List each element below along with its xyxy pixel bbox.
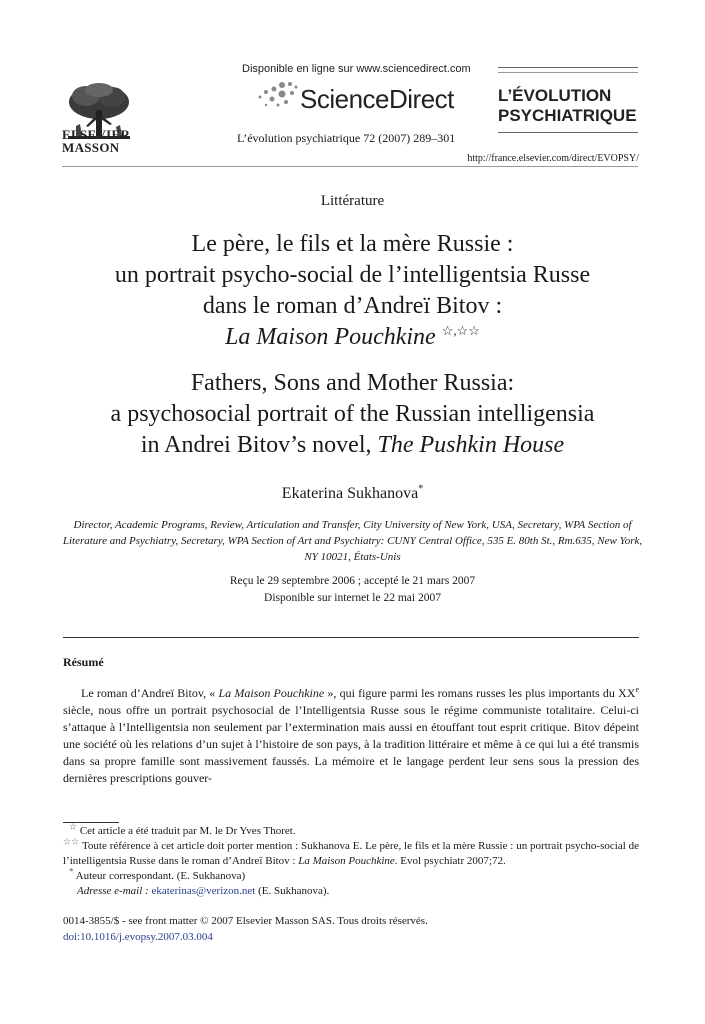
abstract-paragraph [63, 681, 639, 787]
footnote-text: Toute référence à cet article doit porter mention : Sukhanova E. Le père, le fils et la mère Russie : un portrait psycho-social de l’intelligentsia Russe dans le roman d’Andreï Bitov : [63, 840, 639, 867]
doi-link[interactable]: doi:10.1016/j.evopsy.2007.03.004 [63, 931, 213, 943]
journal-brand-line2: PSYCHIATRIQUE [498, 106, 637, 125]
header-divider [62, 166, 638, 167]
footnote-email [63, 884, 639, 899]
title-en-line [40, 430, 665, 461]
article-dates [0, 573, 705, 607]
title-en-prefix: in Andrei Bitov’s novel, [140, 432, 372, 458]
abstract-text: Le roman d’Andreï Bitov, « [81, 686, 219, 700]
brand-rule-top [498, 67, 638, 68]
journal-citation: L’évolution psychiatrique 72 (2007) 289–301 [237, 131, 456, 145]
received-date: Reçu le 29 septembre 2006 ; accepté le 21 mars 2007 [229, 575, 476, 587]
footnote-1 [63, 821, 639, 839]
footnote-text: (E. Sukhanova). [255, 885, 330, 897]
bottom-meta [63, 913, 428, 945]
footnote-symbol: ☆ [69, 821, 78, 832]
title-english [40, 368, 665, 461]
author-line [0, 485, 705, 503]
brand-rule-bottom [498, 132, 638, 133]
online-date: Disponible sur internet le 22 mai 2007 [264, 592, 441, 604]
affiliation: Director, Academic Programs, Review, Articulation and Transfer, City University of New York, USA, Secretary, WPA Section of Literature and Psychiatry, Secretary, WPA Section of Art and Psychiatry: CUNY Central Office, 535 E. 80th St., Rm.635, New York, NY 10021, États-Unis [62, 519, 643, 563]
publisher-name: ELSEVIER MASSON [62, 127, 131, 155]
footnote-text: Cet article a été traduit par M. le Dr Yves Thoret. [79, 825, 296, 837]
abstract-italic: La Maison Pouchkine [218, 686, 325, 700]
email-label: Adresse e-mail : [77, 885, 149, 897]
author-name: Ekaterina Sukhanova [281, 485, 419, 502]
footnote-text: . Evol psychiatr 2007;72. [394, 855, 506, 867]
title-french [40, 229, 665, 353]
title-en-italic: The Pushkin House [377, 432, 565, 458]
journal-brand-logo [498, 86, 640, 126]
title-fr-line: un portrait psycho-social de l’intelligentsia Russe [114, 262, 591, 288]
sciencedirect-availability: Disponible en ligne sur www.sciencedirect.com [242, 63, 471, 75]
section-label: Littérature [320, 193, 385, 209]
footnote-text: Auteur correspondant. (E. Sukhanova) [75, 870, 246, 882]
footnote-italic: La Maison Pouchkine [298, 855, 395, 867]
title-fr-line [40, 322, 665, 353]
title-fr-italic: La Maison Pouchkine [225, 324, 436, 350]
email-link[interactable]: ekaterinas@verizon.net [151, 885, 256, 897]
abstract-heading: Résumé [63, 655, 104, 669]
abstract-superscript: e [635, 685, 639, 694]
sciencedirect-dots-icon [252, 80, 302, 110]
footnote-symbol: ☆☆ [63, 836, 80, 847]
title-en-line: Fathers, Sons and Mother Russia: [190, 370, 515, 396]
journal-brand-line1: L’ÉVOLUTION [498, 86, 612, 105]
footnote-2 [63, 836, 639, 869]
footnote-3 [63, 866, 639, 884]
abstract-divider [63, 637, 639, 638]
footnote-symbol: * [69, 866, 74, 877]
journal-url[interactable]: http://france.elsevier.com/direct/EVOPSY/ [467, 153, 639, 164]
title-footnote-marks[interactable]: ☆,☆☆ [441, 323, 480, 338]
footnotes [63, 821, 639, 899]
sciencedirect-logo-text: ScienceDirect [300, 84, 454, 114]
title-fr-line: dans le roman d’Andreï Bitov : [202, 293, 503, 319]
abstract-text: », qui figure parmi les romans russes les plus importants du XX [324, 686, 636, 700]
copyright-line: 0014-3855/$ - see front matter © 2007 Elsevier Masson SAS. Tous droits réservés. [63, 915, 428, 927]
brand-rule-top-thin [498, 72, 638, 73]
title-en-line: a psychosocial portrait of the Russian intelligensia [110, 401, 595, 427]
title-fr-line: Le père, le fils et la mère Russie : [191, 231, 514, 257]
abstract-text: siècle, nous offre un portrait psychosocial de l’Intelligentsia Russe sous le régime communiste totalitaire. Celui-ci s’attaque à l’Intelligentsia non seulement par l’extermination mais aussi en étouffant tout esprit critique. Bitov dépeint une société où les relations d’un sujet à l’histoire de son pays, à la tradition littéraire et même à ce qui lui a été transmis dans sa propre famille sont massivement faussés. La mémoire et le langage perdent leur sens sous la pression des dernières prescriptions gouver- [63, 703, 639, 785]
author-footnote-mark[interactable]: * [418, 483, 424, 495]
